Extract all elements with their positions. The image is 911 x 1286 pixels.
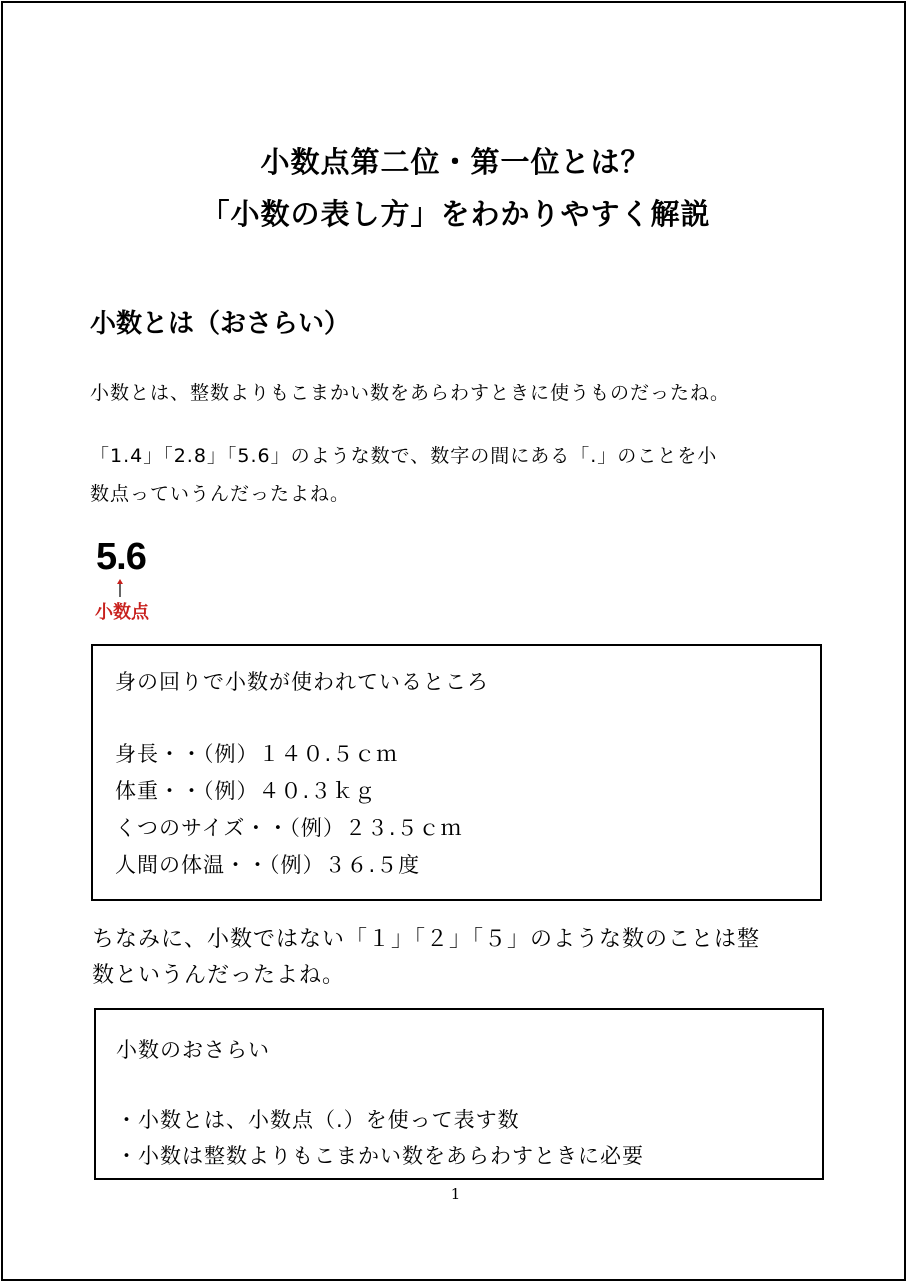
section-heading: 小数とは（おさらい） xyxy=(90,309,351,339)
review-box-heading: 小数のおさらい xyxy=(116,1038,270,1062)
paragraph-integers-line-2: 数というんだったよね。 xyxy=(92,963,346,988)
everyday-decimals-box xyxy=(91,644,822,901)
paragraph-definition: 小数とは、整数よりもこまかい数をあらわすときに使うものだったね。 xyxy=(90,382,731,404)
page-title-line-2: 「小数の表し方」をわかりやすく解説 xyxy=(200,197,711,231)
paragraph-examples-line-1: 「1.4」「2.8」「5.6」のような数で、数字の間にある「.」のことを小 xyxy=(90,445,718,467)
decimal-review-box xyxy=(94,1008,824,1180)
page-number: 1 xyxy=(450,1185,461,1203)
paragraph-integers-line-1: ちなみに、小数ではない「１」「２」「５」のような数のことは整 xyxy=(92,927,761,952)
everyday-item-body-temperature: 人間の体温・・（例）３６.５度 xyxy=(115,853,421,877)
decimal-point-label: 小数点 xyxy=(95,602,149,623)
example-decimal-number: 5.6 xyxy=(96,536,146,578)
everyday-item-shoe-size: くつのサイズ・・（例）２３.５ｃｍ xyxy=(115,816,463,840)
everyday-box-heading: 身の回りで小数が使われているところ xyxy=(115,670,489,694)
everyday-item-height: 身長・・（例）１４０.５ｃｍ xyxy=(115,742,399,766)
review-item-definition: ・小数とは、小数点（.）を使って表す数 xyxy=(116,1108,520,1132)
review-item-purpose: ・小数は整数よりもこまかい数をあらわすときに必要 xyxy=(116,1144,644,1168)
paragraph-examples-line-2: 数点っていうんだったよね。 xyxy=(90,483,351,505)
everyday-item-weight: 体重・・（例）４０.３ｋｇ xyxy=(115,779,377,803)
up-arrow-icon xyxy=(114,578,126,598)
page-title-line-1: 小数点第二位・第一位とは？ xyxy=(260,145,651,179)
